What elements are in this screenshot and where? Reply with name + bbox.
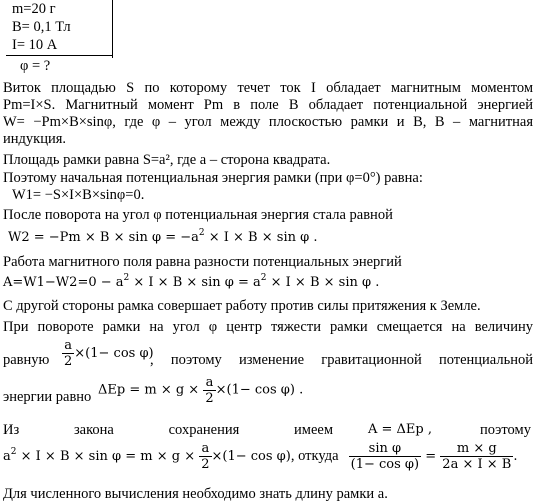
given-field: B= 0,1 Тл	[12, 19, 71, 35]
formula-w2	[8, 230, 317, 246]
formula-final-left: × I × B × sin φ = m × g ×	[16, 449, 196, 464]
exponent: 2	[10, 447, 17, 457]
equals-sign: =	[425, 449, 437, 464]
paragraph-after-rotation: После поворота на угол φ потенциальная энергия стала равной	[3, 207, 393, 223]
paragraph-initial-energy: Поэтому начальная потенциальная энергия рамки (при φ=0°) равна:	[3, 170, 423, 186]
formula-final	[3, 441, 517, 472]
paragraph-line: Pm=I×S. Магнитный момент Pm в поле B обладает потенциальной энергией	[3, 97, 533, 113]
fraction-ratio	[349, 441, 421, 472]
paragraph-other-side: С другой стороны рамка совершает работу против силы притяжения к Земле.	[3, 298, 481, 314]
fraction-numerator: a	[201, 441, 210, 456]
formula-delta-ep-tail: ×(1− cos φ) .	[215, 382, 304, 398]
fraction-numerator: a	[205, 375, 214, 390]
given-mass: m=20 г	[12, 1, 56, 17]
formula-work-mid: × I × B × sin φ = a	[129, 275, 261, 290]
paragraph-work: Работа магнитного поля равна разности потенциальных энергий	[3, 254, 402, 270]
text-whence: , откуда	[290, 448, 339, 464]
exponent: 2	[260, 273, 267, 283]
fraction-denominator: 2	[64, 354, 73, 369]
final-period: .	[513, 449, 518, 464]
paragraph-conservation: Из закона сохранения имеем	[3, 422, 333, 438]
formula-work-right: × I × B × sin φ .	[266, 275, 380, 290]
fraction-numerator: m × g	[456, 441, 497, 456]
formula-w2-left: W2 = −Pm × B × sin φ = −a	[8, 230, 199, 245]
paragraph-line: Виток площадью S по которому течет ток I обладает магнитным моментом	[3, 80, 533, 96]
fraction	[199, 441, 211, 472]
formula-final-right: ×(1− cos φ)	[211, 449, 291, 464]
given-unknown: φ = ?	[20, 58, 51, 74]
fraction-denominator: (1− cos φ)	[350, 457, 420, 472]
fraction-numerator: a	[64, 338, 73, 353]
formula-work	[3, 275, 379, 291]
exponent: 2	[198, 228, 205, 238]
formula-shift	[62, 338, 154, 369]
exponent: 2	[123, 273, 130, 283]
fraction-result	[440, 441, 513, 472]
formula-final-a: a	[3, 449, 11, 464]
fraction-denominator: 2a × I × B	[442, 457, 512, 472]
given-divider-horizontal	[6, 55, 112, 56]
formula-w1: W1= −S×I×B×sinφ=0.	[12, 187, 145, 203]
formula-shift-tail: ×(1− cos φ)	[74, 346, 154, 361]
formula-delta-ep	[98, 375, 303, 406]
fraction-denominator: 2	[201, 457, 210, 472]
formula-w2-right: × I × B × sin φ .	[204, 230, 318, 245]
fraction-denominator: 2	[205, 391, 214, 406]
paragraph-therefore: поэтому	[480, 422, 531, 438]
paragraph-numeric: Для численного вычисления необходимо знать длину рамки a.	[3, 486, 388, 502]
fraction-numerator: sin φ	[368, 441, 402, 456]
formula-delta-ep-left: ΔEp = m × g ×	[98, 382, 200, 398]
paragraph-line-tail: , поэтому изменение гравитационной потенциальной	[150, 352, 533, 368]
given-divider-vertical	[112, 0, 113, 58]
given-current: I= 10 А	[12, 37, 58, 53]
paragraph-energy-equal: энергии равно	[3, 389, 92, 405]
paragraph-rotation-shift: При повороте рамки на угол φ центр тяжести рамки смещается на величину	[3, 319, 533, 335]
paragraph-area: Площадь рамки равна S=a², где a – сторона квадрата.	[3, 152, 331, 168]
fraction	[62, 338, 74, 369]
paragraph-line: W= −Pm×B×sinφ, где φ – угол между плоскостью рамки и B, B – магнитная	[3, 114, 533, 130]
fraction	[203, 375, 215, 406]
paragraph-line: индукция.	[3, 131, 67, 147]
paragraph-line-equal: равную	[3, 352, 50, 368]
formula-a-eq-dep: A = ΔEp ,	[368, 422, 433, 437]
formula-work-left: A=W1−W2=0 − a	[3, 275, 124, 290]
